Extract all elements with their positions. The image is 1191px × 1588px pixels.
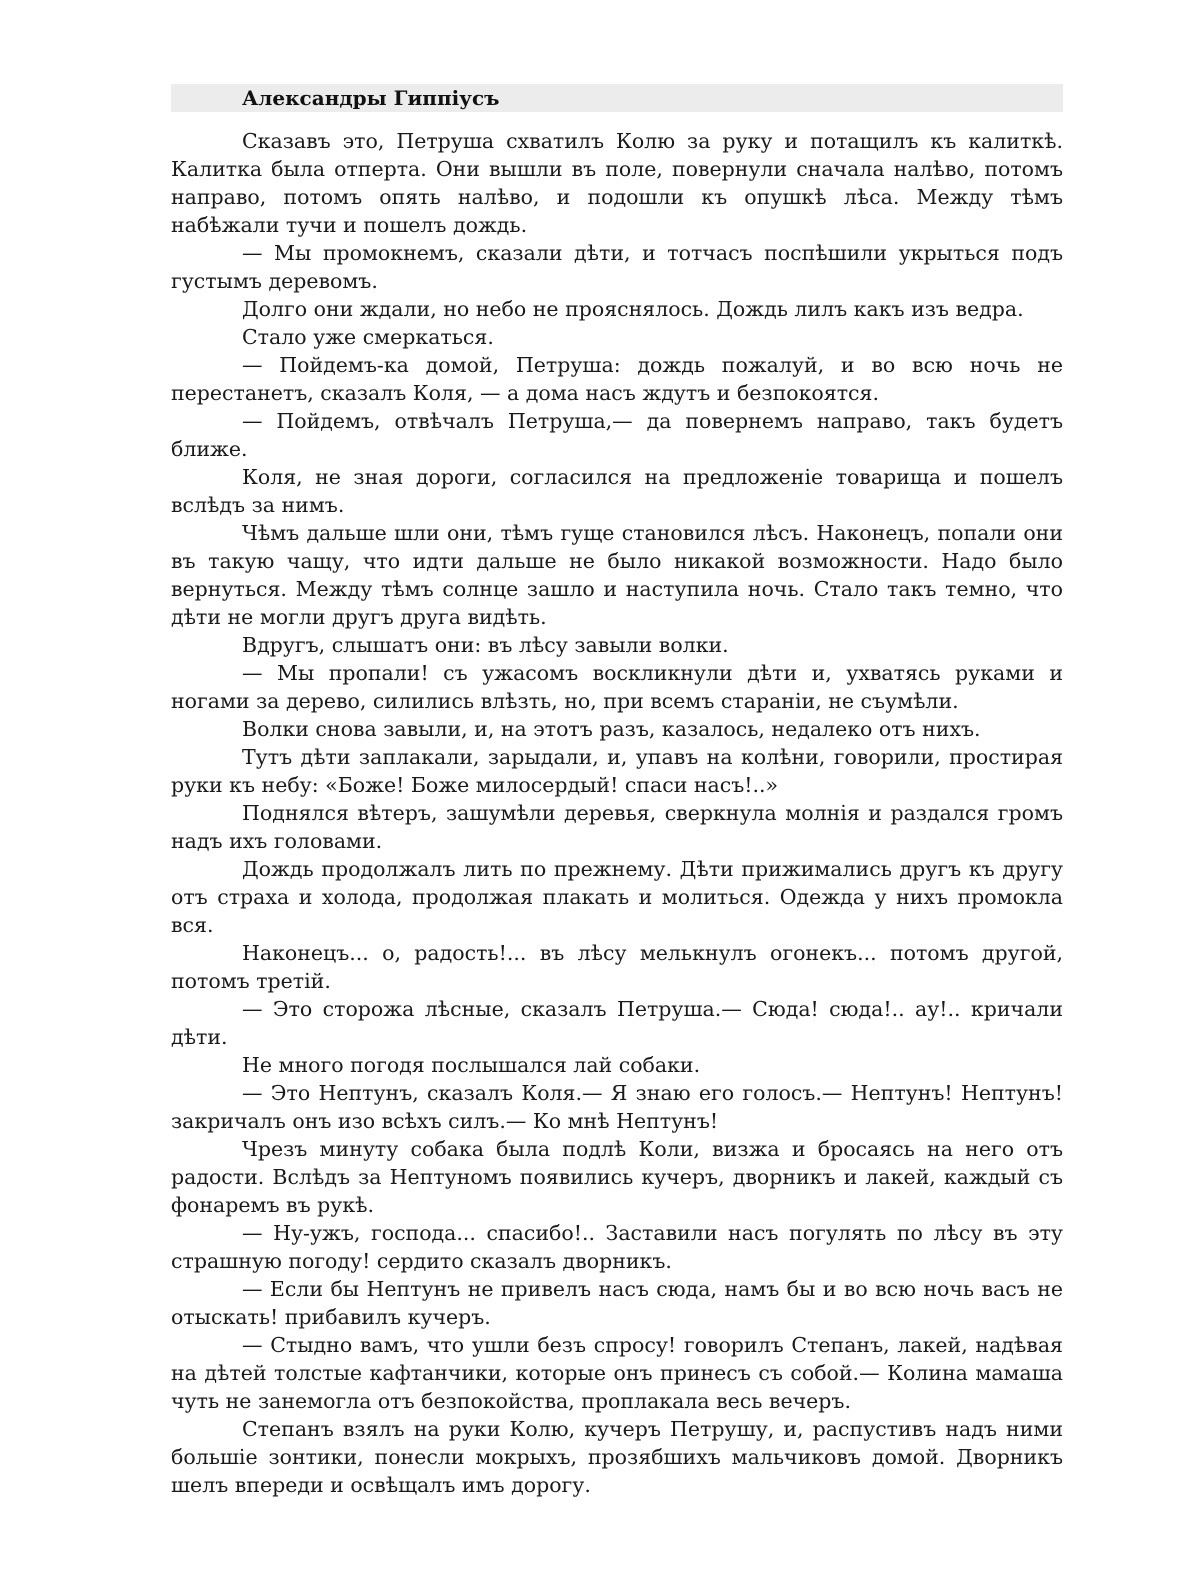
running-header (171, 84, 1063, 112)
paragraph: Долго они ждали, но небо не прояснялось. Дождь лилъ какъ изъ ведра. (242, 297, 1024, 321)
paragraph: Вдругъ, слышатъ они: въ лѣсу завыли волки. (242, 633, 729, 657)
paragraph: Степанъ взялъ на руки Колю, кучеръ Петрушу, и, распустивъ надъ ними большіе зонтики, понесли мокрыхъ, прозябшихъ мальчиковъ домой. Дворникъ шелъ впереди и освѣщалъ имъ дорогу. (171, 1417, 1063, 1497)
paragraph: — Мы промокнемъ, сказали дѣти, и тотчасъ поспѣшили укрыться подъ густымъ деревомъ. (171, 241, 1063, 293)
paragraph: Волки снова завыли, и, на этотъ разъ, казалось, недалеко отъ нихъ. (242, 717, 981, 741)
paragraph: — Пойдемъ, отвѣчалъ Петруша,— да повернемъ направо, такъ будетъ ближе. (171, 409, 1063, 461)
paragraph: Сказавъ это, Петруша схватилъ Колю за руку и потащилъ къ калиткѣ. Калитка была отперта. Они вышли въ поле, повернули сначала налѣво, потомъ направо, потомъ опять налѣво, и подошли къ опушкѣ лѣса. Между тѣмъ набѣжали тучи и пошелъ дождь. (171, 129, 1063, 237)
body-text (171, 127, 1063, 1499)
paragraph: — Это сторожа лѣсные, сказалъ Петруша.— Сюда! сюда!.. ау!.. кричали дѣти. (171, 997, 1063, 1049)
paragraph: Стало уже смеркаться. (242, 325, 494, 349)
paragraph: Чрезъ минуту собака была подлѣ Коли, визжа и бросаясь на него отъ радости. Вслѣдъ за Нептуномъ появились кучеръ, дворникъ и лакей, каждый съ фонаремъ въ рукѣ. (171, 1137, 1063, 1217)
paragraph: — Это Нептунъ, сказалъ Коля.— Я знаю его голосъ.— Нептунъ! Нептунъ! закричалъ онъ изо всѣхъ силъ.— Ко мнѣ Нептунъ! (171, 1081, 1063, 1133)
paragraph: Поднялся вѣтеръ, зашумѣли деревья, сверкнула молнія и раздался громъ надъ ихъ головами. (171, 801, 1063, 853)
paragraph: — Стыдно вамъ, что ушли безъ спросу! говорилъ Степанъ, лакей, надѣвая на дѣтей толстые кафтанчики, которые онъ принесъ съ собой.— Колина мамаша чуть не занемогла отъ безпокойства, проплакала весь вечеръ. (171, 1333, 1063, 1413)
paragraph: Дождь продолжалъ лить по прежнему. Дѣти прижимались другъ къ другу отъ страха и холода, продолжая плакать и молиться. Одежда у нихъ промокла вся. (171, 857, 1063, 937)
paragraph: — Если бы Нептунъ не привелъ насъ сюда, намъ бы и во всю ночь васъ не отыскать! прибавилъ кучеръ. (171, 1277, 1063, 1329)
paragraph: — Ну-ужъ, господа... спасибо!.. Заставили насъ погулять по лѣсу въ эту страшную погоду! сердито сказалъ дворникъ. (171, 1221, 1063, 1273)
paragraph: — Мы пропали! съ ужасомъ воскликнули дѣти и, ухватясь руками и ногами за дерево, силились влѣзть, но, при всемъ стараніи, не съумѣли. (171, 661, 1063, 713)
paragraph: Наконецъ... о, радость!... въ лѣсу мелькнулъ огонекъ... потомъ другой, потомъ третій. (171, 941, 1063, 993)
paragraph: Тутъ дѣти заплакали, зарыдали, и, упавъ на колѣни, говорили, простирая руки къ небу: «Боже! Боже милосердый! спаси насъ!..» (171, 745, 1063, 797)
paragraph: — Пойдемъ-ка домой, Петруша: дождь пожалуй, и во всю ночь не перестанетъ, сказалъ Коля, — а дома насъ ждутъ и безпокоятся. (171, 353, 1063, 405)
paragraph: Коля, не зная дороги, согласился на предложеніе товарища и пошелъ вслѣдъ за нимъ. (171, 465, 1063, 517)
paragraph: Не много погодя послышался лай собаки. (242, 1053, 701, 1077)
paragraph: Чѣмъ дальше шли они, тѣмъ гуще становился лѣсъ. Наконецъ, попали они въ такую чащу, что идти дальше не было никакой возможности. Надо было вернуться. Между тѣмъ солнце зашло и наступила ночь. Стало такъ темно, что дѣти не могли другъ друга видѣть. (171, 521, 1063, 629)
running-header-title: Александры Гиппіусъ (242, 86, 500, 110)
